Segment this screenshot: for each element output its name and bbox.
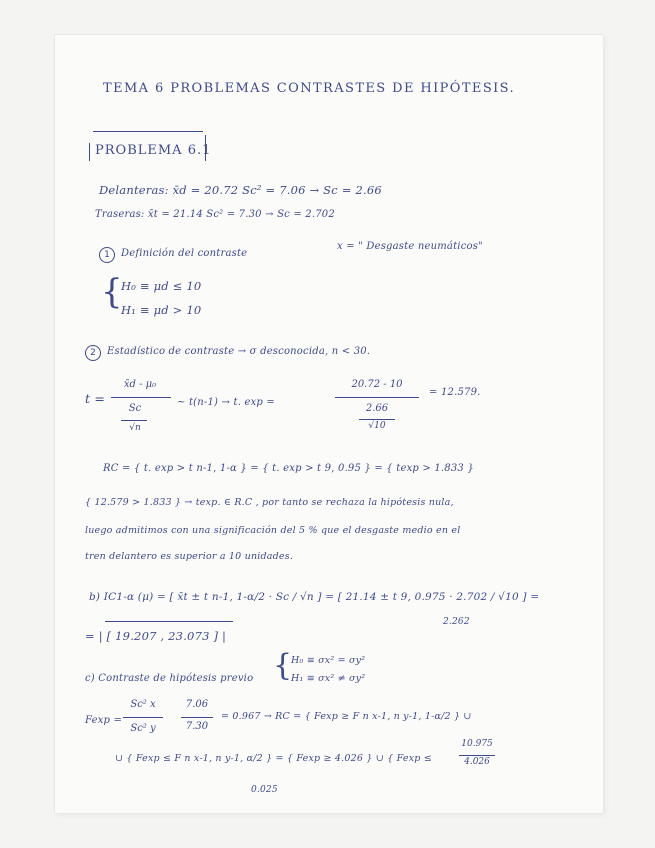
conclusion-line-3: tren delantero es superior a 10 unidades. xyxy=(85,551,294,562)
t-result: = 12.579. xyxy=(429,387,481,398)
part-c-label: c) Contraste de hipótesis previo xyxy=(85,673,254,684)
t-lhs: t = xyxy=(85,391,106,406)
problem-box-top xyxy=(93,131,203,132)
h1: H₁ ≡ μd > 10 xyxy=(121,303,202,317)
f-value-bar xyxy=(181,717,213,718)
step1-label: Definición del contraste xyxy=(121,248,248,259)
t-den-bottom: √n xyxy=(129,423,141,433)
part-b-result: = | [ 19.207 , 23.073 ] | xyxy=(85,629,227,643)
part-b-t-value: 2.262 xyxy=(443,617,470,627)
f-denominator: Sc² y xyxy=(130,723,156,734)
t-value-den-top: 2.66 xyxy=(365,403,389,414)
result-box-top xyxy=(105,621,233,622)
t-numerator: x̄d - μ₀ xyxy=(123,379,157,390)
hypothesis-brace: { xyxy=(101,272,123,312)
data-row-delanteras: Delanteras: x̄d = 20.72 Sc² = 7.06 → Sc = 2.66 xyxy=(99,183,382,197)
variable-definition: x = " Desgaste neumáticos" xyxy=(337,241,483,252)
step2-label: Estadístico de contraste → σ desconocida, n < 30. xyxy=(107,346,371,357)
data-row-traseras: Traseras: x̄t = 21.14 Sc² = 7.30 → Sc = 2.702 xyxy=(95,209,335,220)
problem-box-left xyxy=(89,143,90,161)
h0: H₀ ≡ μd ≤ 10 xyxy=(121,279,202,293)
f-value-denominator: 7.30 xyxy=(185,721,209,732)
f-crit-numerator: 10.975 xyxy=(461,739,493,749)
f-result-rc: = 0.967 → RC = { Fexp ≥ F n x-1, n y-1, 1-α/2 } ∪ xyxy=(221,711,472,722)
alpha-half-value: 0.025 xyxy=(251,785,278,795)
t-value-den-bottom: √10 xyxy=(368,421,386,431)
t-den-top: Sc xyxy=(128,403,142,414)
part-c-h0: H₀ ≡ σx² = σy² xyxy=(291,655,366,666)
conclusion-line-1: { 12.579 > 1.833 } → texp. ∈ R.C , por tanto se rechaza la hipótesis nula, xyxy=(85,497,454,508)
t-fraction-bar xyxy=(111,397,171,398)
step-number-2: 2 xyxy=(85,345,101,361)
part-c-h1: H₁ ≡ σx² ≠ σy² xyxy=(291,673,366,684)
t-value-den-bar xyxy=(359,419,395,420)
t-value-bar xyxy=(335,397,419,398)
t-distribution: ~ t(n-1) → t. exp = xyxy=(177,397,275,408)
t-value-numerator: 20.72 - 10 xyxy=(351,379,403,390)
problem-label: PROBLEMA 6.1 xyxy=(95,143,212,158)
page-title: TEMA 6 PROBLEMAS CONTRASTES DE HIPÓTESIS. xyxy=(103,81,516,96)
f-crit-denominator: 4.026 xyxy=(464,757,490,767)
notebook-page xyxy=(55,35,603,813)
t-den-bar xyxy=(121,420,147,421)
f-value-numerator: 7.06 xyxy=(185,699,209,710)
part-c-brace: { xyxy=(273,648,293,683)
f-crit-bar xyxy=(459,755,495,756)
f-numerator: Sc² x xyxy=(130,699,156,710)
f-fraction-bar xyxy=(123,717,163,718)
part-b-interval: b) IC1-α (μ) = [ x̄t ± t n-1, 1-α/2 · Sc / √n ] = [ 21.14 ± t 9, 0.975 · 2.702 / √10 ] = xyxy=(89,591,540,603)
fexp-label: Fexp = xyxy=(85,715,123,726)
conclusion-line-2: luego admitimos con una significación del 5 % que el desgaste medio en el xyxy=(85,525,461,536)
f-rc-line2: ∪ { Fexp ≤ F n x-1, n y-1, α/2 } = { Fexp ≥ 4.026 } ∪ { Fexp ≤ xyxy=(115,753,432,764)
rejection-region: RC = { t. exp > t n-1, 1-α } = { t. exp > t 9, 0.95 } = { texp > 1.833 } xyxy=(103,463,474,474)
step-number-1: 1 xyxy=(99,247,115,263)
